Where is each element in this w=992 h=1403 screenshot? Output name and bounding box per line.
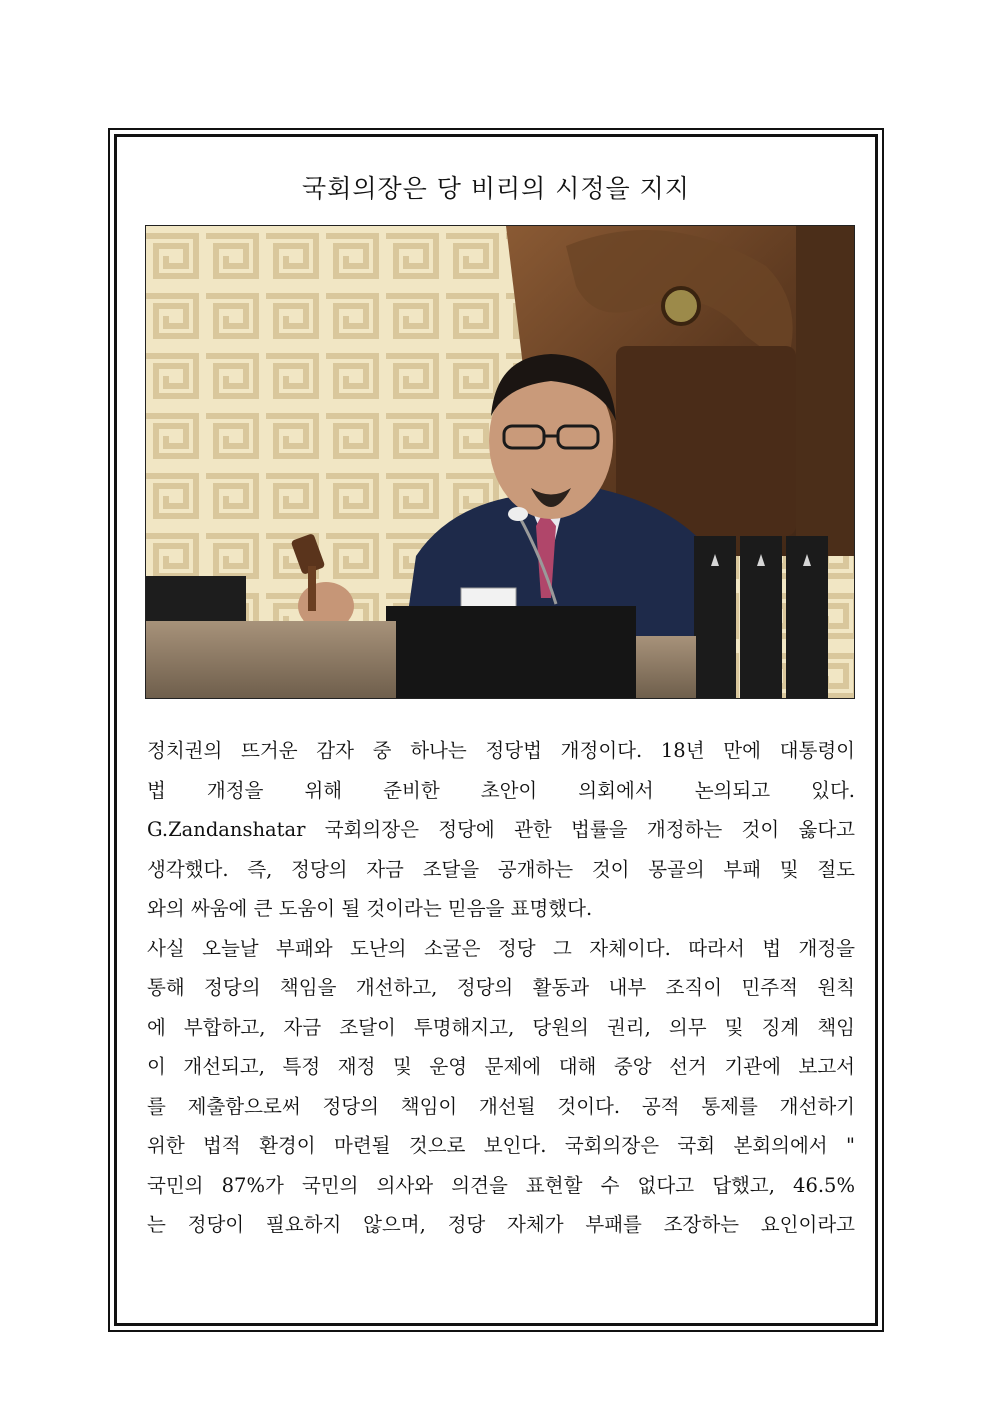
paragraph-line: 법 개정을 위해 준비한 초안이 의회에서 논의되고 있다. [147,778,855,802]
page-frame-inner [114,134,878,1326]
paragraph-1 [147,731,855,929]
paragraph-line: 생각했다. 즉, 정당의 자금 조달을 공개하는 것이 몽골의 부패 및 절도 [147,857,855,881]
article-body [147,731,855,1245]
paragraph-line: 국민의 87%가 국민의 의사와 의견을 표현할 수 없다고 답했고, 46.5% [147,1173,855,1197]
paragraph-line: G.Zandanshatar 국회의장은 정당에 관한 법률을 개정하는 것이 옳다고 [147,818,855,841]
paragraph-line: 는 정당이 필요하지 않으며, 정당 자체가 부패를 조장하는 요인이라고 [147,1213,855,1236]
paragraph-line: 와의 싸움에 큰 도움이 될 것이라는 믿음을 표명했다. [147,897,593,920]
paragraph-line: 위한 법적 환경이 마련될 것으로 보인다. 국회의장은 국회 본회의에서 " [147,1134,855,1157]
paragraph-line: 를 제출함으로써 정당의 책임이 개선될 것이다. 공적 통제를 개선하기 [147,1094,855,1118]
photo-illustration [146,226,854,698]
paragraph-line: 사실 오늘날 부패와 도난의 소굴은 정당 그 자체이다. 따라서 법 개정을 [147,936,855,960]
paragraph-line: 이 개선되고, 특정 재정 및 운영 문제에 대해 중앙 선거 기관에 보고서 [147,1055,855,1078]
article-photo [145,225,855,699]
article-title: 국회의장은 당 비리의 시정을 지지 [302,174,690,203]
paragraph-line: 정치권의 뜨거운 감자 중 하나는 정당법 개정이다. 18년 만에 대통령이 [147,739,855,762]
paragraph-2 [147,929,855,1245]
paragraph-line: 에 부합하고, 자금 조달이 투명해지고, 당원의 권리, 의무 및 징계 책임 [147,1015,855,1039]
paragraph-line: 통해 정당의 책임을 개선하고, 정당의 활동과 내부 조직이 민주적 원칙 [147,976,855,999]
page-frame-outer [108,128,884,1332]
